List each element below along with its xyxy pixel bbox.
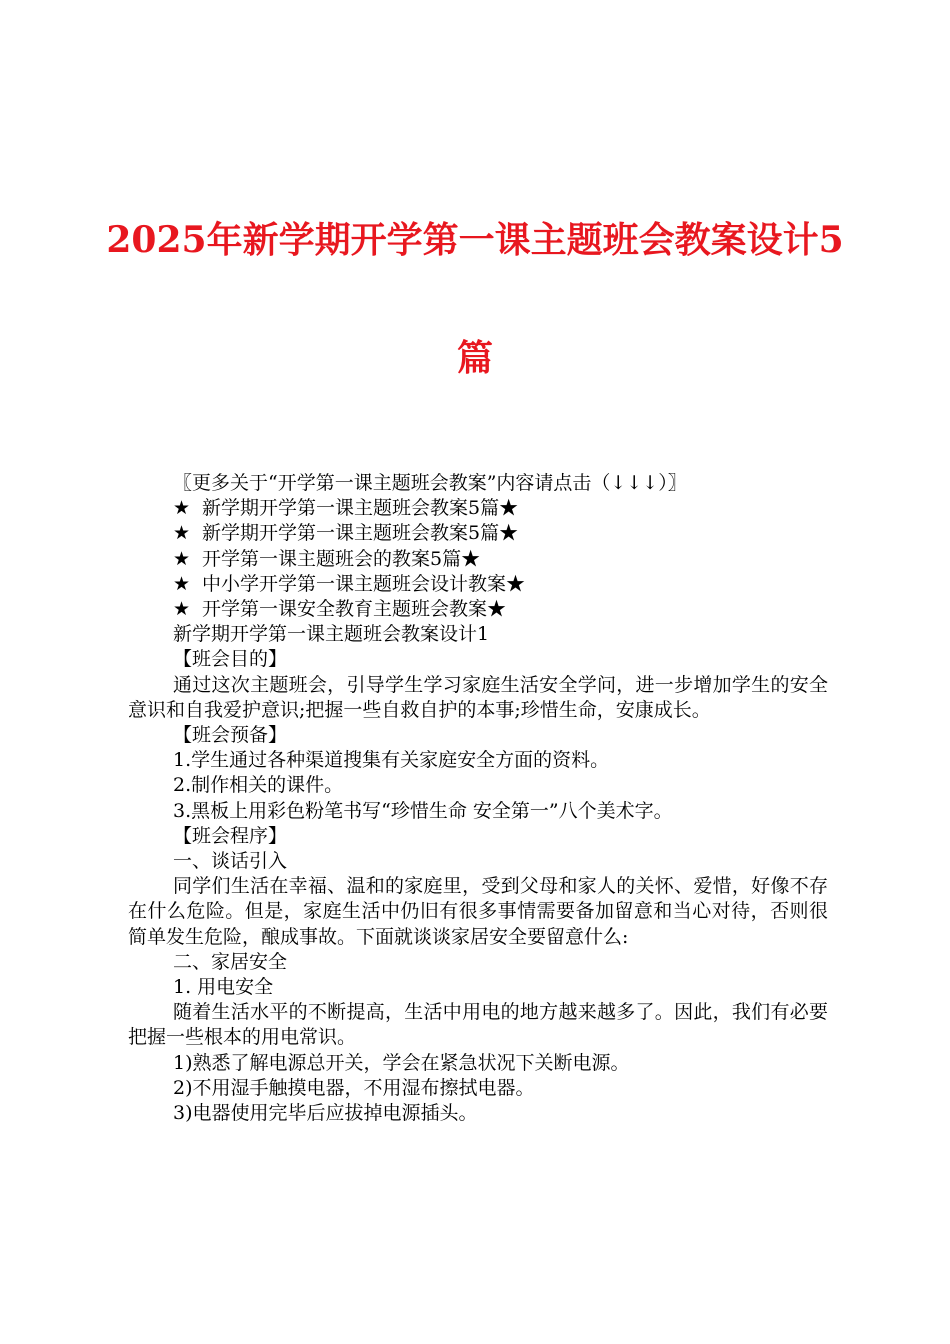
star-icon: ★ <box>173 497 191 520</box>
prep-item-1: 1.学生通过各种渠道搜集有关家庭安全方面的资料。 <box>173 749 610 772</box>
part1-paragraph: 同学们生活在幸福、温和的家庭里，受到父母和家人的关怀、爱惜，好像不存在什么危险。但是，家庭生活中仍旧有很多事情需要备加留意和当心对待，否则很简单发生危险，酿成事故。下面就谈谈家居安全要留意什么: <box>128 875 828 948</box>
sub1-item-2: 2)不用湿手触摸电器，不用湿布擦拭电器。 <box>173 1076 535 1099</box>
related-link-2[interactable] <box>128 521 828 546</box>
star-icon: ★ <box>173 547 191 570</box>
prep-item-3: 3.黑板上用彩色粉笔书写“珍惜生命 安全第一”八个美术字。 <box>173 799 673 822</box>
purpose-heading: 【班会目的】 <box>173 648 288 671</box>
sub1-item-1: 1)熟悉了解电源总开关，学会在紧急状况下关断电源。 <box>173 1051 630 1074</box>
related-link-label[interactable]: 新学期开学第一课主题班会教案5篇★ <box>202 522 519 545</box>
related-link-4[interactable] <box>128 572 828 597</box>
sub1-paragraph: 随着生活水平的不断提高，生活中用电的地方越来越多了。因此，我们有必要把握一些根本的用电常识。 <box>128 1001 828 1049</box>
related-link-3[interactable] <box>128 547 828 572</box>
section-title: 新学期开学第一课主题班会教案设计1 <box>173 623 490 646</box>
document-body <box>128 471 828 1126</box>
related-link-5[interactable] <box>128 597 828 622</box>
prep-heading: 【班会预备】 <box>173 724 288 747</box>
related-link-label[interactable]: 开学第一课安全教育主题班会教案★ <box>202 598 507 621</box>
purpose-paragraph: 通过这次主题班会，引导学生学习家庭生活安全学问，进一步增加学生的安全意识和自我爱护意识;把握一些自救自护的本事;珍惜生命，安康成长。 <box>128 673 828 721</box>
related-link-1[interactable] <box>128 496 828 521</box>
related-link-label[interactable]: 开学第一课主题班会的教案5篇★ <box>202 547 481 570</box>
star-icon: ★ <box>173 572 191 595</box>
part1-heading: 一、谈话引入 <box>173 850 288 873</box>
related-link-label[interactable]: 中小学开学第一课主题班会设计教案★ <box>202 572 526 595</box>
document-title-line-2: 篇 <box>456 337 493 379</box>
part2-heading: 二、家居安全 <box>173 950 288 973</box>
prep-item-2: 2.制作相关的课件。 <box>173 774 344 797</box>
star-icon: ★ <box>173 598 191 621</box>
sub1-heading: 1. 用电安全 <box>173 976 274 999</box>
related-link-label[interactable]: 新学期开学第一课主题班会教案5篇★ <box>202 497 519 520</box>
procedure-heading: 【班会程序】 <box>173 824 288 847</box>
related-links-header: 〖更多关于“开学第一课主题班会教案”内容请点击（↓↓↓）〗 <box>173 472 687 494</box>
sub1-item-3: 3)电器使用完毕后应拔掉电源插头。 <box>173 1102 478 1125</box>
star-icon: ★ <box>173 522 191 545</box>
document-title-line-1: 2025年新学期开学第一课主题班会教案设计5 <box>106 219 844 261</box>
